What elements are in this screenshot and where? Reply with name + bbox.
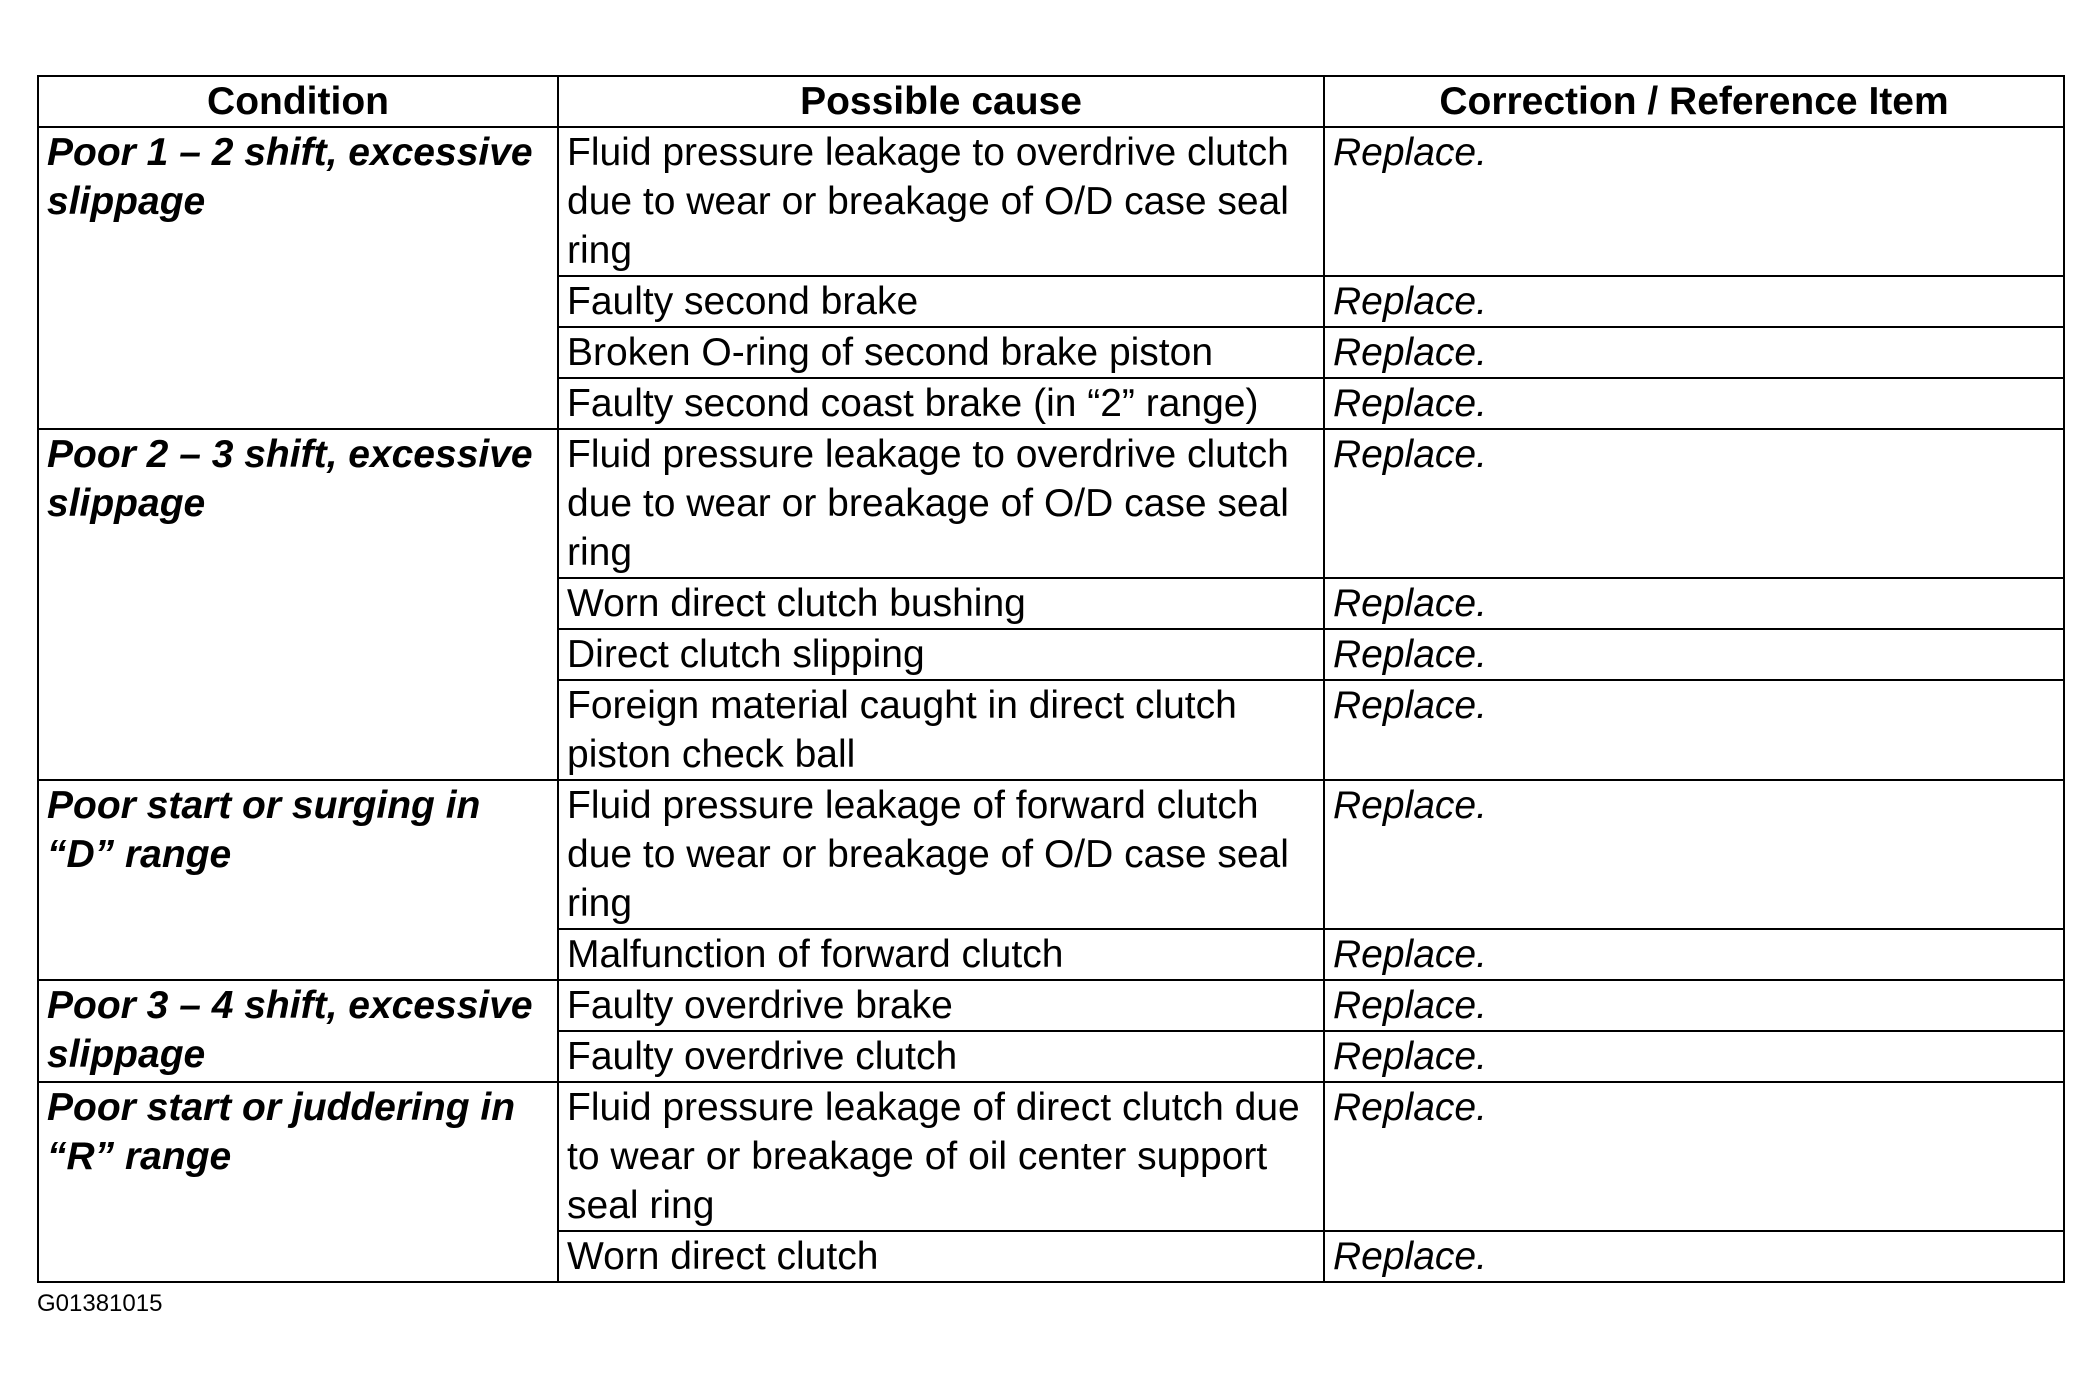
table-header (38, 76, 2064, 127)
cause-cell: Faulty second brake (558, 276, 1324, 327)
cause-cell: Fluid pressure leakage to overdrive clutch due to wear or breakage of O/D case seal ring (558, 429, 1324, 578)
correction-cell: Replace. (1324, 629, 2064, 680)
correction-cell: Replace. (1324, 780, 2064, 929)
correction-cell: Replace. (1324, 980, 2064, 1031)
correction-cell: Replace. (1324, 1031, 2064, 1082)
table-row (38, 429, 2064, 578)
header-condition: Condition (38, 76, 558, 127)
condition-cell: Poor start or juddering in “R” range (38, 1082, 558, 1282)
cause-cell: Broken O-ring of second brake piston (558, 327, 1324, 378)
correction-cell: Replace. (1324, 929, 2064, 980)
table-row (38, 1082, 2064, 1231)
condition-cell: Poor 2 – 3 shift, excessive slippage (38, 429, 558, 780)
table-body (38, 127, 2064, 1282)
figure-id: G01381015 (37, 1290, 163, 1317)
cause-cell: Foreign material caught in direct clutch piston check ball (558, 680, 1324, 780)
correction-cell: Replace. (1324, 1082, 2064, 1231)
cause-cell: Worn direct clutch (558, 1231, 1324, 1282)
table-row (38, 127, 2064, 276)
cause-cell: Worn direct clutch bushing (558, 578, 1324, 629)
header-possible-cause: Possible cause (558, 76, 1324, 127)
correction-cell: Replace. (1324, 327, 2064, 378)
diagnosis-table-container (37, 75, 2063, 1283)
cause-cell: Fluid pressure leakage of forward clutch due to wear or breakage of O/D case seal ring (558, 780, 1324, 929)
header-row (38, 76, 2064, 127)
cause-cell: Direct clutch slipping (558, 629, 1324, 680)
correction-cell: Replace. (1324, 378, 2064, 429)
table-row (38, 780, 2064, 929)
correction-cell: Replace. (1324, 276, 2064, 327)
header-correction: Correction / Reference Item (1324, 76, 2064, 127)
cause-cell: Fluid pressure leakage to overdrive clutch due to wear or breakage of O/D case seal ring (558, 127, 1324, 276)
diagnosis-table (37, 75, 2065, 1283)
correction-cell: Replace. (1324, 429, 2064, 578)
cause-cell: Faulty overdrive clutch (558, 1031, 1324, 1082)
condition-cell: Poor start or surging in “D” range (38, 780, 558, 980)
cause-cell: Faulty overdrive brake (558, 980, 1324, 1031)
table-row (38, 980, 2064, 1031)
correction-cell: Replace. (1324, 680, 2064, 780)
condition-cell: Poor 1 – 2 shift, excessive slippage (38, 127, 558, 429)
condition-cell: Poor 3 – 4 shift, excessive slippage (38, 980, 558, 1082)
cause-cell: Faulty second coast brake (in “2” range) (558, 378, 1324, 429)
correction-cell: Replace. (1324, 578, 2064, 629)
cause-cell: Fluid pressure leakage of direct clutch due to wear or breakage of oil center support seal ring (558, 1082, 1324, 1231)
correction-cell: Replace. (1324, 1231, 2064, 1282)
cause-cell: Malfunction of forward clutch (558, 929, 1324, 980)
correction-cell: Replace. (1324, 127, 2064, 276)
